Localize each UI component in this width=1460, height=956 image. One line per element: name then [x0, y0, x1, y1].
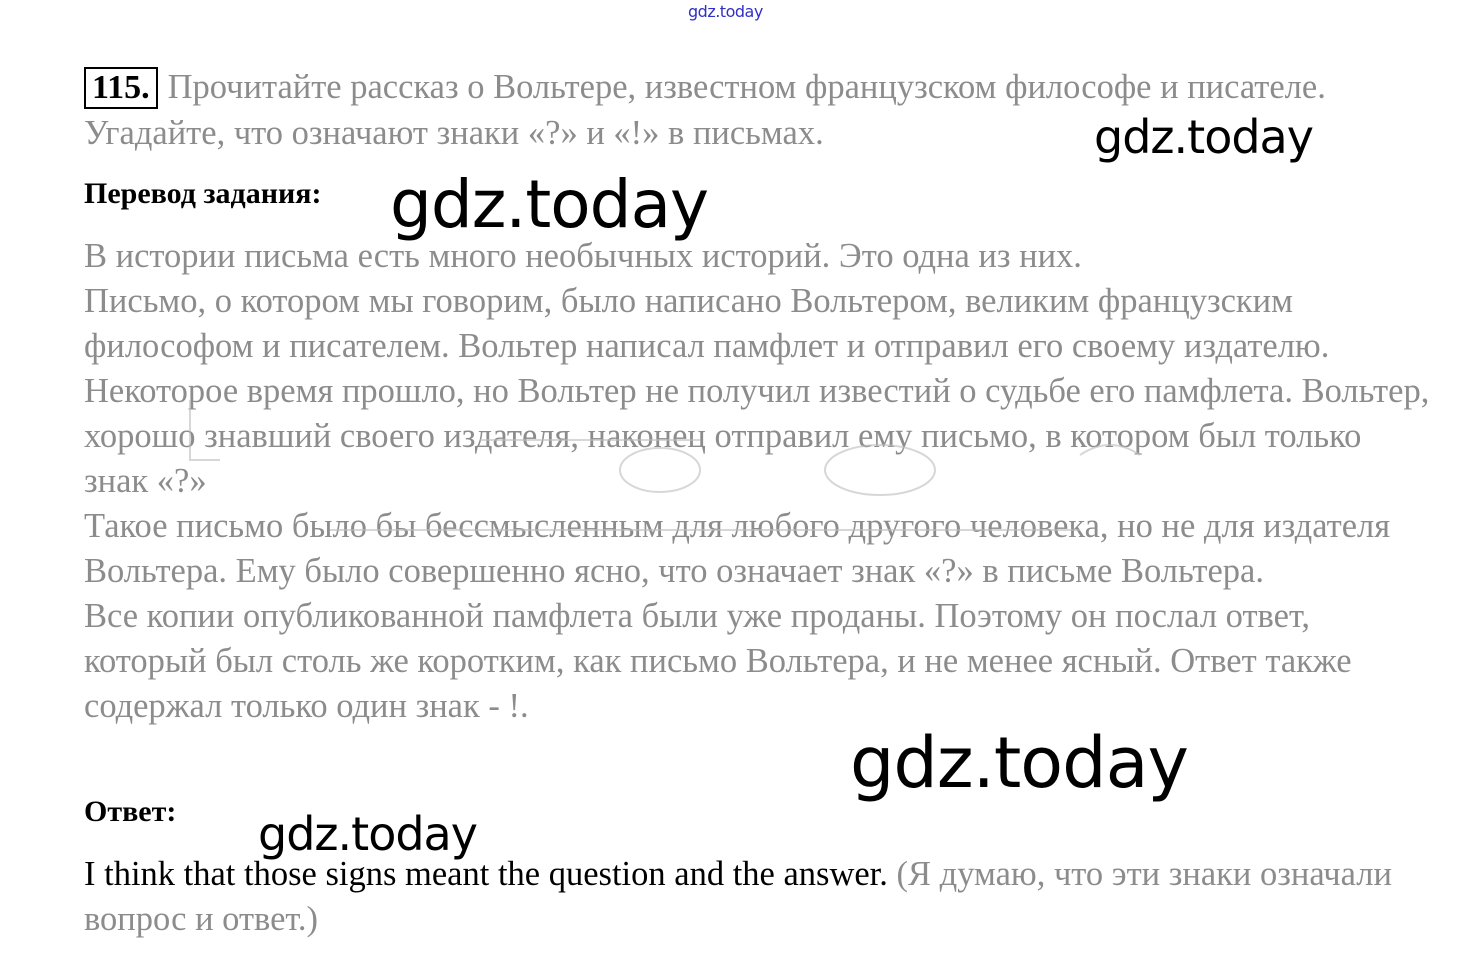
faint-watermark-overlay — [180, 400, 1260, 550]
answer-heading: Ответ: — [84, 795, 177, 828]
translation-paragraph: Письмо, о котором мы говорим, было написано Вольтером, великим французским философом и писателем. Вольтер написал памфлет и отправил его своему издателю. Некоторое время прошло, но Вольтер не получил известий о судьбе его памфлета. Вольтер, хорошо знавший своего издателя, наконец отправил ему письмо, в котором был только знак «?» — [84, 282, 1430, 500]
translation-paragraph: В истории письма есть много необычных историй. Это одна из них. — [84, 237, 1082, 275]
watermark: gdz.today — [390, 166, 709, 243]
task-number: 115. — [84, 67, 158, 109]
watermark: gdz.today — [1094, 110, 1313, 164]
top-watermark: gdz.today — [688, 2, 763, 21]
answer-english: I think that those signs meant the question and the answer. — [84, 855, 888, 893]
translation-paragraph: Все копии опубликованной памфлета были уже проданы. Поэтому он послал ответ, который был столь же коротким, как письмо Вольтера, и не менее ясный. Ответ также содержал только один знак - !. — [84, 597, 1352, 725]
watermark: gdz.today — [850, 722, 1188, 804]
watermark: gdz.today — [258, 807, 477, 861]
translation-heading: Перевод задания: — [84, 177, 322, 210]
translation-paragraph: Такое письмо было бы бессмысленным для любого другого человека, но не для издателя Вольтера. Ему было совершенно ясно, что означает знак «?» в письме Вольтера. — [84, 507, 1391, 590]
task-text: Прочитайте рассказ о Вольтере, известном французском философе и писателе. Угадайте, что означают знаки «?» и «!» в письмах. — [84, 68, 1326, 152]
answer-russian: (Я думаю, что эти знаки означали вопрос и ответ.) — [84, 855, 1392, 938]
answer-text — [84, 852, 1424, 942]
